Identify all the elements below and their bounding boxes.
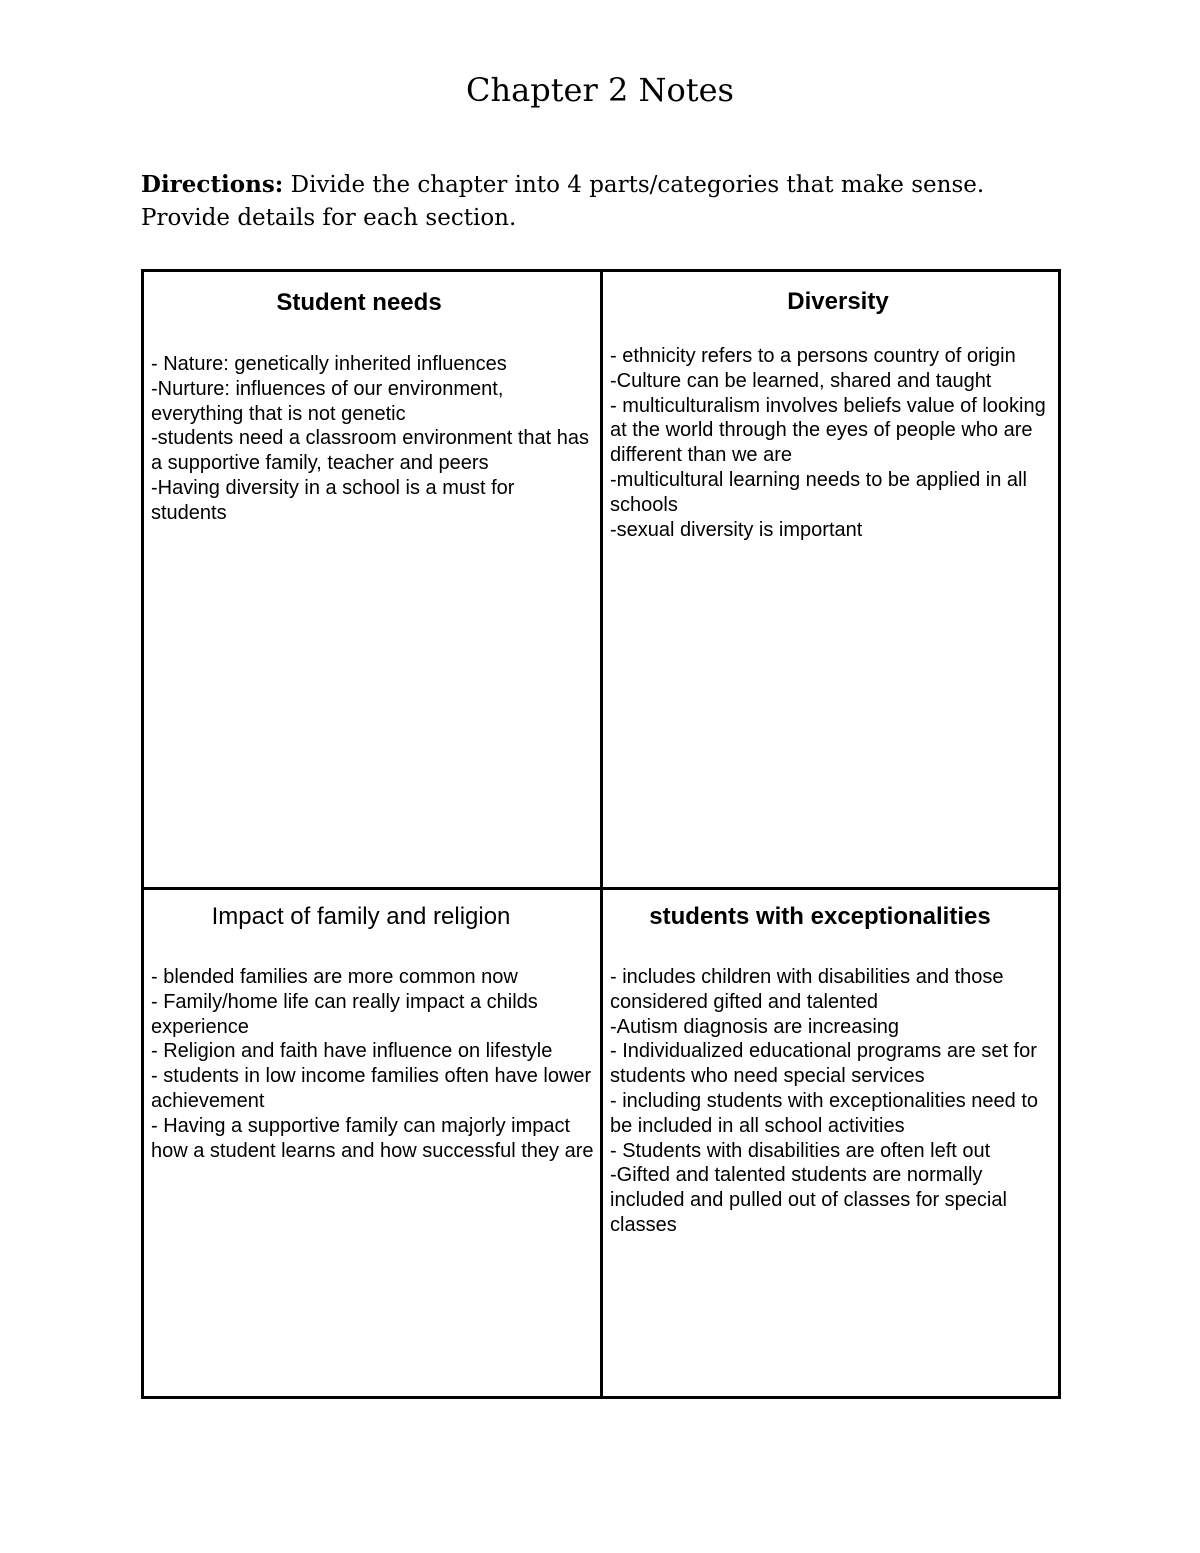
page-title: Chapter 2 Notes: [466, 71, 734, 109]
section-heading: Impact of family and religion: [211, 903, 511, 930]
directions-label: Directions:: [141, 171, 284, 198]
section-body: - blended families are more common now - Family/home life can really impact a childs experience - Religion and faith have influence on lifestyle - students in low income families often have lower achievement - Having a supportive family can majorly impact how a student learns and how successful they are: [151, 966, 594, 1162]
section-heading: students with exceptionalities: [649, 903, 991, 930]
section-student-needs: [144, 272, 603, 890]
section-body: - Nature: genetically inherited influences -Nurture: influences of our environment, everything that is not genetic -students need a classroom environment that has a supportive family, teacher and peers -Having diversity in a school is a must for students: [151, 353, 590, 524]
section-body: - ethnicity refers to a persons country of origin -Culture can be learned, shared and taught - multiculturalism involves beliefs value of looking at the world through the eyes of people who are different than we are -multicultural learning needs to be applied in all schools -sexual diversity is important: [610, 345, 1046, 541]
section-heading: Student needs: [276, 289, 442, 316]
section-heading: Diversity: [787, 288, 889, 315]
section-body: - includes children with disabilities and those considered gifted and talented -Autism diagnosis are increasing - Individualized educational programs are set for students who need special services - including students with exceptionalities need to be included in all school activities - Students with disabilities are often left out -Gifted and talented students are normally included and pulled out of classes for special classes: [610, 966, 1039, 1236]
notes-grid: [141, 269, 1061, 1399]
section-diversity: [603, 272, 1061, 890]
directions-text: Divide the chapter into 4 parts/categories that make sense. Provide details for each section.: [141, 172, 985, 231]
section-students-with-exceptionalities: [603, 890, 1061, 1396]
section-impact-of-family-and-religion: [144, 890, 603, 1396]
directions-paragraph: [141, 168, 1071, 235]
